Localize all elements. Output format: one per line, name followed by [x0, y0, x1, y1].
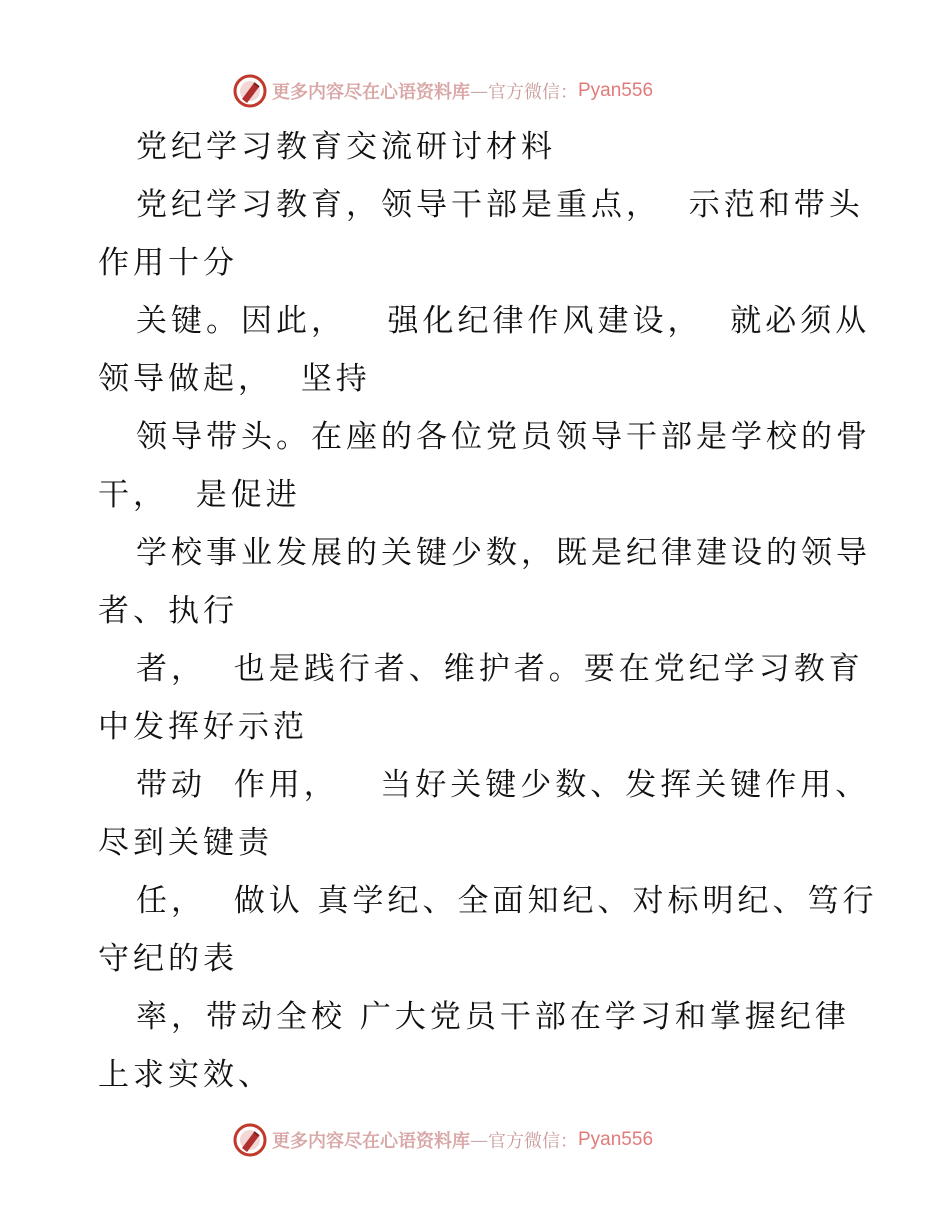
- paragraph-line: 关键。因此， 强化纪律作风建设， 就必须从: [136, 303, 871, 339]
- paragraph-line: 作用十分: [98, 245, 238, 281]
- banner-separator: —: [470, 1129, 488, 1151]
- header-banner: [232, 71, 653, 111]
- paragraph-line: 任， 做认 真学纪、全面知纪、对标明纪、笃行: [136, 883, 878, 919]
- paragraph-line: 领导做起， 坚持: [98, 361, 371, 397]
- brand-text: 更多内容尽在心语资料库: [272, 82, 470, 103]
- paragraph-line: 领导带头。在座的各位党员领导干部是学校的骨: [136, 419, 871, 455]
- pen-nib-circle-icon: [232, 1122, 268, 1158]
- banner-separator: —: [470, 80, 488, 102]
- pen-nib-circle-icon: [232, 73, 268, 109]
- document-body: [98, 118, 878, 1104]
- paragraph-line: 干， 是促进: [98, 477, 301, 513]
- wechat-id: Pyan556: [578, 80, 654, 101]
- paragraph-line: 带动 作用， 当好关键少数、发挥关键作用、: [136, 767, 871, 803]
- official-label: 官方微信：: [488, 82, 578, 103]
- footer-banner: [232, 1120, 653, 1160]
- brand-text: 更多内容尽在心语资料库: [272, 1131, 470, 1152]
- paragraph-line: 上求实效、: [98, 1057, 273, 1093]
- paragraph-line: 中发挥好示范: [98, 709, 308, 745]
- paragraph-line: 守纪的表: [98, 941, 238, 977]
- paragraph-line: 尽到关键责: [98, 825, 273, 861]
- wechat-id: Pyan556: [578, 1129, 654, 1150]
- paragraph-line: 党纪学习教育，领导干部是重点， 示范和带头: [136, 187, 864, 223]
- official-label: 官方微信：: [488, 1131, 578, 1152]
- paragraph-line: 者、执行: [98, 593, 238, 629]
- document-title: 党纪学习教育交流研讨材料: [136, 129, 556, 165]
- paragraph-line: 学校事业发展的关键少数，既是纪律建设的领导: [136, 535, 871, 571]
- paragraph-line: 率，带动全校 广大党员干部在学习和掌握纪律: [136, 999, 850, 1035]
- paragraph-line: 者， 也是践行者、维护者。要在党纪学习教育: [136, 651, 864, 687]
